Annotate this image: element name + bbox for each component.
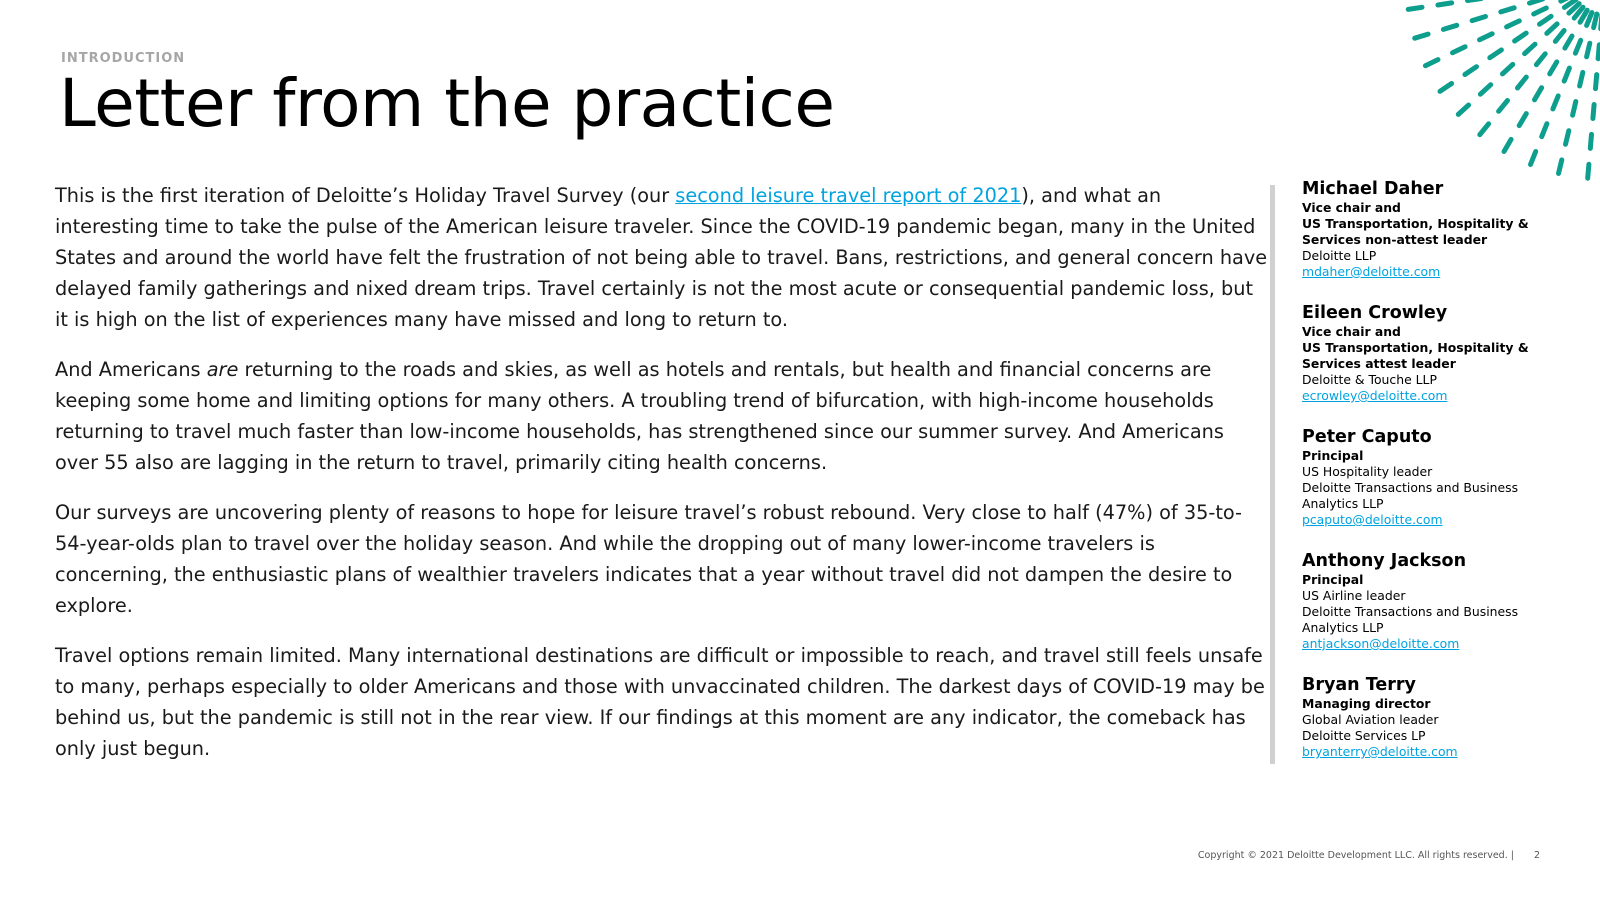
decorative-dash	[1458, 105, 1468, 114]
decorative-dash	[1515, 33, 1527, 41]
decorative-dash	[1598, 45, 1599, 59]
decorative-dash	[1465, 67, 1477, 75]
contact-organization: Deloitte Transactions and Business	[1302, 480, 1519, 495]
decorative-dash	[1580, 72, 1583, 86]
contact-title: Managing director	[1302, 696, 1431, 711]
contact-title: Vice chair and	[1302, 324, 1401, 339]
decorative-dash	[1564, 68, 1569, 81]
contacts-column	[1302, 178, 1592, 782]
contact-name: Michael Daher	[1302, 179, 1444, 199]
contact-organization: Deloitte & Touche LLP	[1302, 372, 1437, 387]
decorative-dash	[1553, 96, 1558, 109]
decorative-dash	[1519, 114, 1526, 126]
decorative-dash	[1480, 34, 1493, 40]
contact-organization: Deloitte LLP	[1302, 248, 1377, 263]
decorative-dash	[1565, 36, 1572, 48]
paragraph-3: Our surveys are uncovering plenty of reasons to hope for leisure travel’s robust rebound. Very close to half (47%) of 35-to-54-year-olds plan to travel over the holiday season. And while the dropping out of many lower-income travelers is concerning, the enthusiastic plans of wealthier travelers indicates that a year without travel did not dampen the desire to explore.	[55, 501, 1243, 617]
decorative-dash	[1536, 54, 1545, 65]
decorative-dash	[1540, 16, 1552, 24]
paragraph-4: Travel options remain limited. Many international destinations are difficult or impossible to reach, and travel still feels unsafe to many, perhaps especially to older Americans and those with unvaccinated children. The darkest days of COVID-19 may be behind us, but the pandemic is still not in the rear view. If our findings at this moment are any indicator, the comeback has only just begun.	[55, 644, 1265, 760]
page-number: 2	[1533, 850, 1540, 861]
contact-email-link[interactable]: bryanterry@deloitte.com	[1302, 744, 1458, 759]
contact-card	[1302, 674, 1592, 760]
decorative-dash	[1593, 105, 1594, 119]
decorative-dash	[1547, 24, 1557, 34]
contact-card	[1302, 426, 1592, 528]
decorative-dash	[1425, 60, 1438, 66]
decorative-dash	[1555, 31, 1564, 42]
contact-role: US Hospitality leader	[1302, 464, 1433, 479]
contact-title: Services non-attest leader	[1302, 232, 1488, 247]
decorative-dash	[1535, 88, 1542, 100]
decorative-dash	[1588, 164, 1589, 178]
decorative-dash	[1501, 8, 1514, 12]
contact-organization: Analytics LLP	[1302, 620, 1384, 635]
decorative-dash	[1468, 0, 1482, 1]
decorative-dash	[1587, 43, 1590, 57]
paragraph-2-text-end: returning to the roads and skies, as well as hotels and rentals, but health and financial concerns are keeping some home and limiting options for many others. A troubling trend of bifurcation, with high-income households returning to travel much faster than low-income households, has strengthened since our summer survey. And Americans over 55 also are lagging in the return to travel, primarily citing health concerns.	[55, 358, 1224, 474]
decorative-dash	[1534, 8, 1547, 14]
decorative-dash	[1594, 14, 1597, 28]
footer	[1198, 850, 1540, 861]
decorative-dash	[1490, 50, 1502, 58]
emphasis-are: are	[206, 358, 239, 381]
paragraph-2	[55, 354, 1270, 478]
contact-name: Anthony Jackson	[1302, 551, 1467, 571]
contact-title: Services attest leader	[1302, 356, 1456, 371]
paragraph-1-text-end: ), and what an interesting time to take the pulse of the American leisure traveler. Since the COVID-19 pandemic began, many in the United States and around the world have felt the frustration of not being able to travel. Bans, restrictions, and general concern have delayed family gatherings and nixed dream trips. Travel certainly is not the most acute or consequential pandemic loss, but it is high on the list of experiences many have missed and long to return to.	[55, 184, 1268, 331]
contact-title: Principal	[1302, 448, 1364, 463]
decorative-dash	[1559, 160, 1562, 174]
contact-title: Principal	[1302, 572, 1364, 587]
page-title: Letter from the practice	[59, 65, 835, 142]
decorative-dash	[1408, 7, 1422, 9]
decorative-dash	[1507, 21, 1520, 27]
contact-role: US Airline leader	[1302, 588, 1406, 603]
decorative-dash	[1530, 0, 1543, 3]
decorative-dash	[1590, 134, 1591, 148]
decorative-dash	[1453, 47, 1466, 53]
contact-card	[1302, 550, 1592, 652]
paragraph-1	[55, 180, 1270, 335]
decorative-dash	[1518, 77, 1527, 88]
copyright-notice: Copyright © 2021 Deloitte Development LLC. All rights reserved. |	[1197, 850, 1514, 861]
contact-email-link[interactable]: mdaher@deloitte.com	[1302, 264, 1441, 279]
decorative-dash	[1596, 75, 1597, 89]
contact-name: Eileen Crowley	[1302, 303, 1448, 323]
decorative-dash	[1575, 40, 1580, 53]
decorative-dash	[1443, 25, 1456, 29]
paragraph-1-text-start: This is the first iteration of Deloitte’s Holiday Travel Survey (our	[55, 184, 676, 207]
letter-body	[55, 180, 1270, 783]
contact-title: Vice chair and	[1302, 200, 1401, 215]
decorative-dash	[1531, 152, 1536, 165]
paragraph-2-text-start: And Americans	[55, 358, 207, 381]
decorative-dash	[1503, 64, 1513, 74]
contact-email-link[interactable]: antjackson@deloitte.com	[1302, 636, 1460, 651]
decorative-dash-burst	[1400, 0, 1600, 190]
decorative-dash	[1550, 62, 1557, 74]
decorative-dash	[1438, 3, 1452, 5]
decorative-dash	[1504, 139, 1511, 151]
contact-card	[1302, 178, 1592, 280]
decorative-dash	[1566, 131, 1569, 145]
leisure-travel-report-link[interactable]: second leisure travel report of 2021	[675, 184, 1022, 207]
contact-email-link[interactable]: ecrowley@deloitte.com	[1302, 388, 1448, 403]
column-divider	[1270, 185, 1275, 764]
decorative-dash	[1440, 84, 1452, 92]
decorative-dash	[1573, 102, 1576, 116]
contact-organization: Deloitte Services LP	[1302, 728, 1426, 743]
contact-name: Peter Caputo	[1302, 427, 1432, 447]
decorative-dash	[1480, 85, 1490, 95]
contact-name: Bryan Terry	[1302, 675, 1416, 695]
section-eyebrow: INTRODUCTION	[61, 51, 186, 66]
contact-organization: Deloitte Transactions and Business	[1302, 604, 1519, 619]
decorative-dash	[1480, 124, 1489, 135]
decorative-dash	[1415, 34, 1428, 38]
contact-role: Global Aviation leader	[1302, 712, 1439, 727]
decorative-dash	[1472, 17, 1485, 21]
decorative-dash	[1542, 124, 1547, 137]
contact-title: US Transportation, Hospitality &	[1302, 340, 1529, 355]
contact-email-link[interactable]: pcaputo@deloitte.com	[1302, 512, 1443, 527]
decorative-dash	[1499, 101, 1508, 112]
contact-organization: Analytics LLP	[1302, 496, 1384, 511]
contact-card	[1302, 302, 1592, 404]
decorative-dash	[1525, 44, 1535, 53]
contact-title: US Transportation, Hospitality &	[1302, 216, 1529, 231]
